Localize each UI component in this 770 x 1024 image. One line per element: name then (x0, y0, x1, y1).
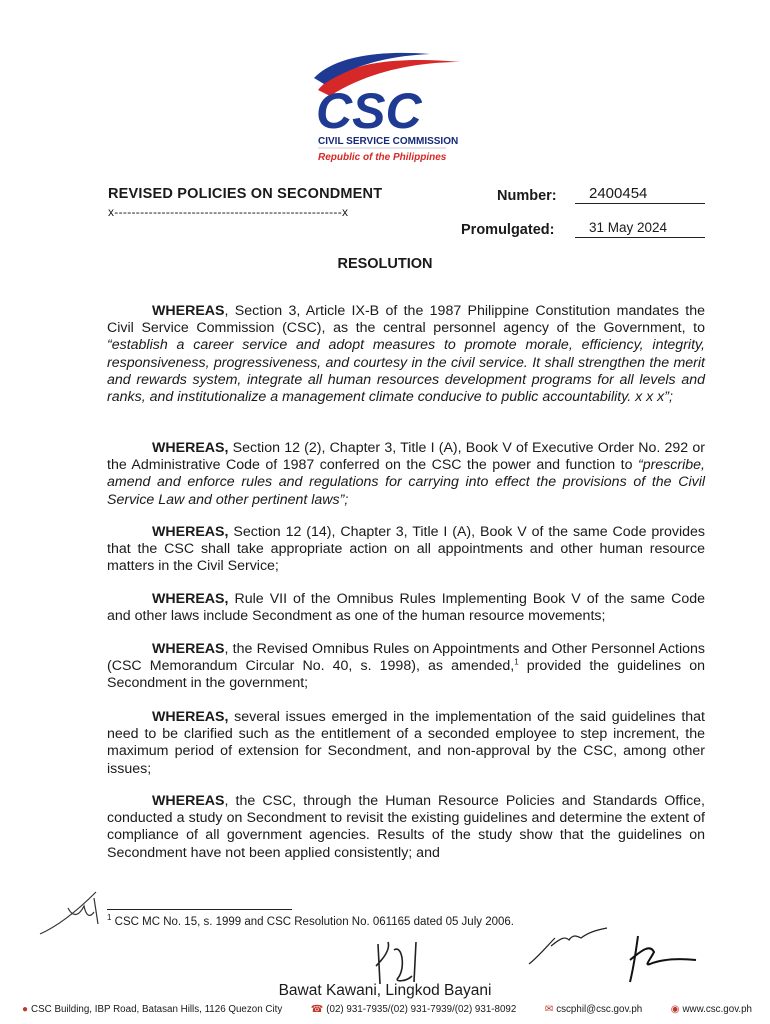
title-divider: x-----------------------------------------------------x (108, 205, 349, 219)
whereas-paragraph-4 (107, 591, 705, 625)
paragraph-text: Section 12 (14), Chapter 3, Title I (A), Book V of the same Code provides that the CSC shall take appropriate action on all appointments and other human resource matters in the Civil Service; (107, 524, 705, 575)
whereas-lead: WHEREAS, (152, 709, 229, 725)
paragraph-text: several issues emerged in the implementation of the said guidelines that need to be clarified such as the entitlement of a seconded employee to step increment, the maximum period of extension for Secondment, and non-approval by the CSC, among other issues; (107, 709, 705, 777)
motto: Bawat Kawani, Lingkod Bayani (278, 982, 492, 999)
whereas-lead: WHEREAS, (152, 440, 229, 456)
promulgated-value: 31 May 2024 (575, 220, 705, 238)
handwritten-initials-center (372, 938, 432, 988)
footer-email[interactable]: ✉ cscphil@csc.gov.ph (544, 1004, 643, 1015)
whereas-paragraph-3 (107, 524, 705, 576)
document-title: REVISED POLICIES ON SECONDMENT (108, 186, 383, 202)
globe-icon: ◉ (670, 1004, 680, 1015)
whereas-lead: WHEREAS (152, 641, 225, 657)
whereas-paragraph-1 (107, 303, 705, 406)
resolution-heading: RESOLUTION (337, 256, 433, 272)
footer-contact-bar (22, 1004, 752, 1015)
footer-phone: ☎ (02) 931-7935/(02) 931-7939/(02) 931-8092 (310, 1004, 517, 1015)
paragraph-quote: “establish a career service and adopt measures to promote morale, efficiency, integrity, responsiveness, progressiveness, and courtesy in the civil service. It shall strengthen the merit and rewards system, integrate all human resources development programs for all levels and ranks, and institutionalize a management climate conducive to public accountability. x x x”; (107, 337, 705, 406)
whereas-paragraph-5 (107, 641, 705, 693)
footnote-text: CSC MC No. 15, s. 1999 and CSC Resolution No. 061165 dated 05 July 2006. (111, 916, 514, 928)
whereas-lead: WHEREAS, (152, 524, 229, 540)
paragraph-text: Rule VII of the Omnibus Rules Implementing Book V of the same Code and other laws include Secondment as one of the human resource movements; (107, 591, 705, 625)
paragraph-text: , the Revised Omnibus Rules on Appointments and Other Personnel Actions (CSC Memorandum Circular No. 40, s. 1998), as amended, (107, 641, 705, 675)
whereas-paragraph-6 (107, 709, 705, 778)
footer-address: ● CSC Building, IBP Road, Batasan Hills, 1126 Quezon City (22, 1004, 283, 1015)
handwritten-initials-right (525, 920, 610, 968)
paragraph-text: , the CSC, through the Human Resource Policies and Standards Office, conducted a study on Secondment to revisit the existing guidelines and determine the extent of compliance of all government agencies. Results of the study show that the guidelines on Secondment have not been applied consistently; and (107, 793, 705, 861)
paragraph-quote: “prescribe, amend and enforce rules and regulations for carrying into effect the provisions of the Civil Service Law and other pertinent laws”; (107, 457, 705, 508)
footnote (107, 913, 514, 928)
footer-website[interactable]: ◉ www.csc.gov.ph (670, 1004, 752, 1015)
signature (620, 930, 700, 985)
paragraph-text: provided the guidelines on Secondment in the government; (107, 658, 705, 692)
email-icon: ✉ (544, 1004, 554, 1015)
whereas-paragraph-2 (107, 440, 705, 509)
number-label: Number: (497, 188, 557, 204)
phone-icon: ☎ (310, 1004, 324, 1015)
number-value: 2400454 (575, 186, 705, 204)
handwritten-initials-left (38, 888, 118, 938)
paragraph-text: , Section 3, Article IX-B of the 1987 Philippine Constitution mandates the Civil Service Commission (CSC), as the central personnel agency of the Government, to (107, 303, 705, 337)
whereas-lead: WHEREAS, (152, 591, 229, 607)
logo-acronym: CSC (316, 83, 422, 139)
whereas-lead: WHEREAS (152, 303, 225, 319)
footnote-marker: 1 (107, 913, 112, 923)
footnote-reference: 1 (514, 657, 519, 667)
promulgated-label: Promulgated: (461, 222, 555, 238)
whereas-paragraph-7 (107, 793, 705, 862)
csc-logo (300, 48, 470, 173)
logo-org-name: CIVIL SERVICE COMMISSION (318, 136, 459, 147)
whereas-lead: WHEREAS (152, 793, 225, 809)
footnote-divider (107, 909, 292, 910)
paragraph-text: Section 12 (2), Chapter 3, Title I (A), Book V of Executive Order No. 292 or the Administrative Code of 1987 conferred on the CSC the power and function to (107, 440, 705, 474)
logo-country: Republic of the Philippines (318, 152, 447, 163)
location-pin-icon: ● (22, 1004, 29, 1015)
